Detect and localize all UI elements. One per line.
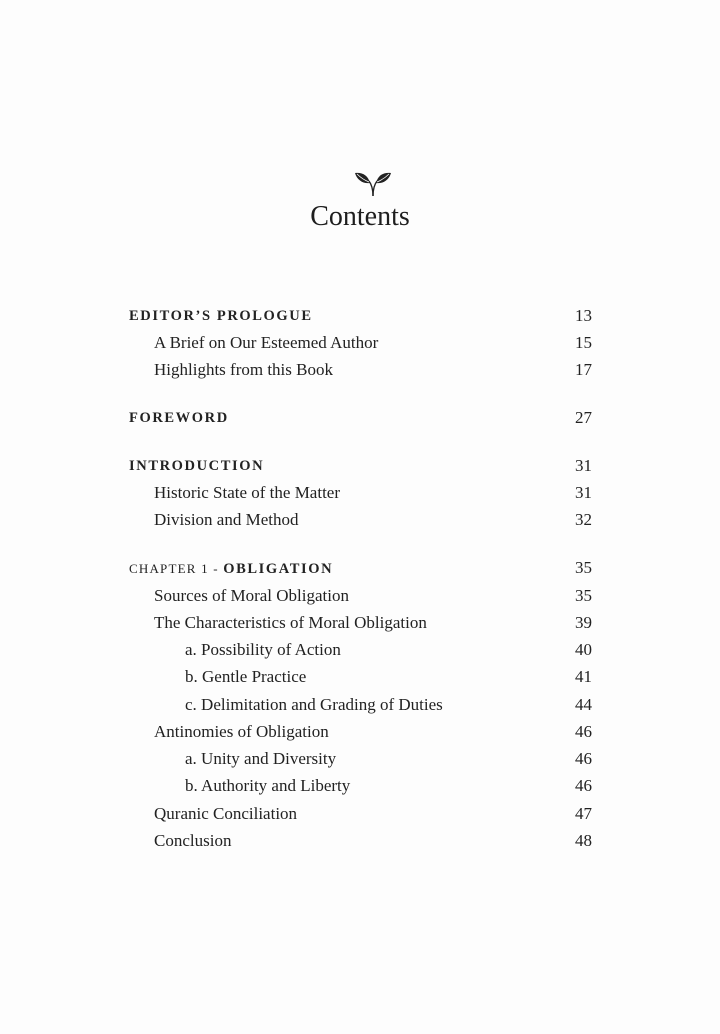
- toc-entry-label: Division and Method: [154, 510, 299, 529]
- toc-entry-label: c. Delimitation and Grading of Duties: [185, 695, 443, 714]
- toc-entry-label: A Brief on Our Esteemed Author: [154, 333, 379, 352]
- toc-heading-label: FOREWORD: [129, 410, 229, 426]
- toc-page-number: 44: [575, 695, 592, 714]
- toc-page-number: 39: [575, 613, 592, 632]
- toc-entry-label: Antinomies of Obligation: [154, 722, 329, 741]
- toc-page-number: 46: [575, 722, 592, 741]
- toc-heading-introduction[interactable]: [129, 454, 592, 478]
- toc-page-number: 13: [575, 306, 592, 325]
- toc-page-number: 40: [575, 640, 592, 659]
- toc-page-number: 35: [575, 558, 592, 577]
- toc-page-number: 46: [575, 776, 592, 795]
- toc-page-number: 41: [575, 667, 592, 686]
- toc-entry-label: b. Authority and Liberty: [185, 776, 351, 795]
- toc-entry-label: Highlights from this Book: [154, 360, 333, 379]
- toc-heading-editors-prologue[interactable]: [129, 304, 592, 328]
- toc-page-number: 35: [575, 586, 592, 605]
- toc-page-number: 47: [575, 804, 592, 823]
- toc-page-number: 15: [575, 333, 592, 352]
- toc-heading-foreword[interactable]: [129, 406, 592, 430]
- toc-subentry[interactable]: [129, 693, 592, 717]
- page-title: Contents: [310, 201, 410, 232]
- toc-page-number: 32: [575, 510, 592, 529]
- toc-entry[interactable]: [129, 358, 592, 382]
- toc-page-number: 27: [575, 408, 592, 427]
- leaf-pair-icon: [353, 170, 393, 198]
- toc-subentry[interactable]: [129, 665, 592, 689]
- toc-subentry[interactable]: [129, 774, 592, 798]
- toc-entry-label: a. Possibility of Action: [185, 640, 341, 659]
- toc-heading-label: INTRODUCTION: [129, 458, 265, 474]
- toc-entry-label: The Characteristics of Moral Obligation: [154, 613, 427, 632]
- chapter-name: OBLIGATION: [223, 561, 334, 577]
- toc-entry-label: a. Unity and Diversity: [185, 749, 337, 768]
- toc-heading-chapter-1[interactable]: [129, 556, 592, 580]
- toc-page-number: 31: [575, 456, 592, 475]
- toc-page-number: 31: [575, 483, 592, 502]
- toc-page-number: 17: [575, 360, 592, 379]
- toc-page-number: 48: [575, 831, 592, 850]
- toc-subentry[interactable]: [129, 747, 592, 771]
- toc-entry[interactable]: [129, 611, 592, 635]
- toc-entry[interactable]: [129, 508, 592, 532]
- toc-entry-label: b. Gentle Practice: [185, 667, 307, 686]
- toc-heading-label: EDITOR’S PROLOGUE: [129, 308, 313, 324]
- toc-entry-label: Quranic Conciliation: [154, 804, 298, 823]
- toc-entry[interactable]: [129, 720, 592, 744]
- chapter-prefix: CHAPTER 1 -: [129, 561, 224, 576]
- toc-entry[interactable]: [129, 802, 592, 826]
- toc-subentry[interactable]: [129, 638, 592, 662]
- toc-entry-label: Conclusion: [154, 831, 232, 850]
- toc-entry-label: Historic State of the Matter: [154, 483, 341, 502]
- toc-entry[interactable]: [129, 481, 592, 505]
- toc-entry-label: Sources of Moral Obligation: [154, 586, 349, 605]
- toc-page-number: 46: [575, 749, 592, 768]
- toc-entry[interactable]: [129, 331, 592, 355]
- toc-heading-label: [129, 556, 333, 581]
- toc-entry[interactable]: [129, 829, 592, 853]
- toc-entry[interactable]: [129, 584, 592, 608]
